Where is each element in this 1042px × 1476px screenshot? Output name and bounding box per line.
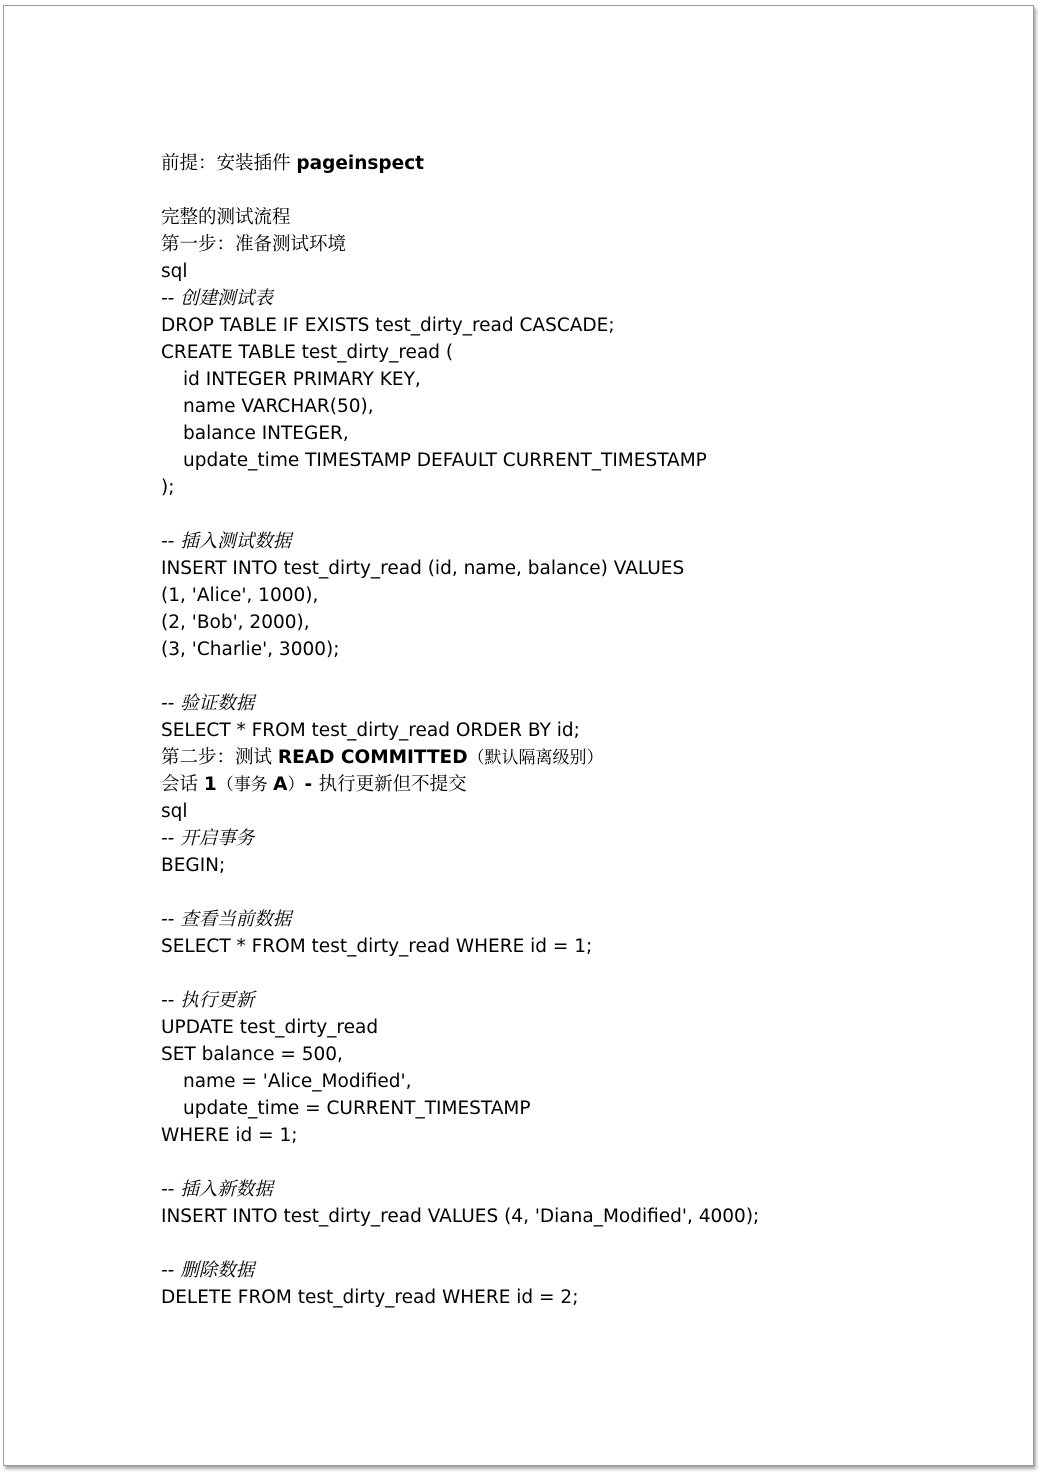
isolation-level: READ COMMITTED	[277, 747, 468, 768]
session-title	[161, 771, 981, 798]
sql-line-update: UPDATE test_dirty_read	[161, 1017, 379, 1038]
sql-comment-delete: -- 删除数据	[161, 1260, 255, 1281]
sql-line-drop: DROP TABLE IF EXISTS test_dirty_read CASCADE;	[161, 315, 615, 336]
document-page	[3, 5, 1034, 1466]
blank-line	[161, 501, 981, 528]
document-body	[161, 150, 981, 1311]
sql-comment-insert: -- 插入测试数据	[161, 531, 292, 552]
step1-title: 第一步：准备测试环境	[161, 234, 347, 255]
sql-line-create: CREATE TABLE test_dirty_read (	[161, 342, 454, 363]
sql-line-insert: INSERT INTO test_dirty_read (id, name, balance) VALUES	[161, 558, 685, 579]
session-transaction: A	[273, 774, 288, 795]
blank-line	[161, 1149, 981, 1176]
sql-line-col-name: name VARCHAR(50),	[183, 396, 374, 417]
sql-line-begin: BEGIN;	[161, 855, 226, 876]
session-number: 1	[203, 774, 217, 795]
session-prefix: 会话	[161, 774, 204, 795]
sql-line-col-update-time: update_time TIMESTAMP DEFAULT CURRENT_TIMESTAMP	[183, 450, 707, 471]
sql-line-select-all: SELECT * FROM test_dirty_read ORDER BY id;	[161, 720, 580, 741]
prerequisite-label: 前提：安装插件	[161, 153, 297, 174]
step2-title	[161, 744, 981, 771]
sql-line-select-one: SELECT * FROM test_dirty_read WHERE id = 1;	[161, 936, 593, 957]
session-paren-close: ）	[287, 775, 305, 795]
sql-comment-insert-new: -- 插入新数据	[161, 1179, 273, 1200]
sql-line-where: WHERE id = 1;	[161, 1125, 298, 1146]
blank-line	[161, 1230, 981, 1257]
blank-line	[161, 663, 981, 690]
sql-line-col-id: id INTEGER PRIMARY KEY,	[183, 369, 421, 390]
step2-prefix: 第二步：测试	[161, 747, 278, 768]
blank-line	[161, 879, 981, 906]
sql-label: sql	[161, 261, 188, 282]
sql-line-value-1: (1, 'Alice', 1000),	[161, 585, 319, 606]
sql-comment-create: -- 创建测试表	[161, 288, 273, 309]
sql-line-close: );	[161, 477, 175, 498]
sql-line-delete: DELETE FROM test_dirty_read WHERE id = 2;	[161, 1287, 579, 1308]
sql-line-insert-new: INSERT INTO test_dirty_read VALUES (4, 'Diana_Modified', 4000);	[161, 1206, 760, 1227]
sql-comment-verify: -- 验证数据	[161, 693, 255, 714]
sql-line-value-3: (3, 'Charlie', 3000);	[161, 639, 340, 660]
sql-line-set: SET balance = 500,	[161, 1044, 343, 1065]
plugin-name: pageinspect	[296, 153, 425, 174]
session-dash: -	[304, 774, 319, 795]
blank-line	[161, 960, 981, 987]
flow-title: 完整的测试流程	[161, 207, 291, 228]
sql-line-value-2: (2, 'Bob', 2000),	[161, 612, 310, 633]
sql-line-set-time: update_time = CURRENT_TIMESTAMP	[183, 1098, 531, 1119]
blank-line	[161, 177, 981, 204]
sql-comment-view: -- 查看当前数据	[161, 909, 292, 930]
sql-line-col-balance: balance INTEGER,	[183, 423, 349, 444]
sql-comment-begin: -- 开启事务	[161, 828, 255, 849]
sql-line-set-name: name = 'Alice_Modified',	[183, 1071, 412, 1092]
sql-label: sql	[161, 801, 188, 822]
step2-suffix: （默认隔离级别）	[467, 748, 604, 768]
sql-comment-update: -- 执行更新	[161, 990, 255, 1011]
session-paren-open: （事务	[216, 775, 274, 795]
prerequisite-line	[161, 150, 981, 177]
session-description: 执行更新但不提交	[318, 774, 467, 795]
